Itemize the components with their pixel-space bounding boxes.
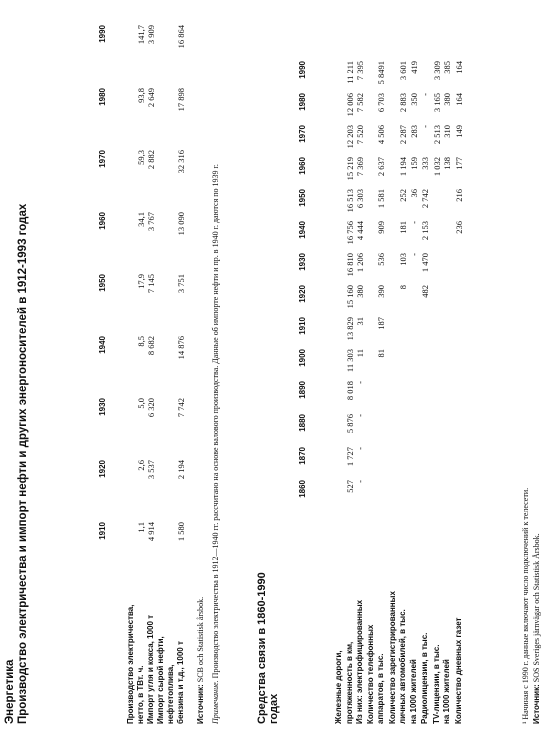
energy-cell: 2 882 <box>146 150 156 170</box>
comm-cell: 187 <box>376 317 386 330</box>
comm-cell: 3 309 <box>432 61 442 81</box>
comm-cell: - <box>409 253 419 256</box>
energy-year-header: 1970 <box>98 150 107 168</box>
comm-cell: 3 165 <box>432 93 442 113</box>
comm-cell: 16 756 <box>345 221 355 245</box>
energy-cell: 7 145 <box>146 274 156 294</box>
comm-cell: 310 <box>442 125 452 138</box>
energy-cell: 8,5 <box>136 336 146 347</box>
comm-cell: 7 369 <box>355 157 365 177</box>
energy-cell: 34,1 <box>136 212 146 227</box>
energy-table-title: Производство электричества и импорт нефти и других энергоносителей в 1912-1993 годах <box>17 203 29 724</box>
comm-cell: 380 <box>442 93 452 106</box>
comm-row-label: на 1000 жителей <box>442 659 451 724</box>
comm-cell: 1 032 <box>432 157 442 177</box>
comm-cell: 8 <box>398 285 408 290</box>
comm-cell: 6 703 <box>376 93 386 113</box>
comm-cell: 15 160 <box>345 285 355 309</box>
energy-row-label: нефтетоплива, <box>166 664 175 724</box>
comm-year-header: 1920 <box>298 285 307 303</box>
comm-row-label: TV-лицензии, в тыс. <box>432 644 441 724</box>
comm-cell: 149 <box>454 125 464 138</box>
comm-cell: 333 <box>420 157 430 170</box>
comm-cell: 390 <box>376 285 386 298</box>
comm-cell: 181 <box>398 221 408 234</box>
comm-row-label: Количество дневных газет <box>454 617 463 724</box>
comm-cell: 236 <box>454 221 464 234</box>
comm-source-text: SOS Sveriges järnvägar och Statistisk Årsbok. <box>532 533 541 683</box>
comm-source-key: Источник: <box>532 684 541 724</box>
comm-year-header: 1860 <box>298 480 307 498</box>
energy-cell: 3 767 <box>146 212 156 232</box>
comm-row-label: Количество зарегистрированных <box>388 591 397 724</box>
energy-cell: 2 649 <box>146 88 156 108</box>
comm-cell: 2 153 <box>420 221 430 241</box>
comm-cell: 252 <box>398 189 408 202</box>
energy-cell: 6 320 <box>146 398 156 418</box>
comm-cell: 13 829 <box>345 317 355 341</box>
comm-cell: 16 810 <box>345 253 355 277</box>
comm-cell: 4 506 <box>376 125 386 145</box>
comm-cell: 11 211 <box>345 61 355 84</box>
comm-row-label: Из них: электрофицированных <box>355 599 364 724</box>
comm-row-label: личных автомобилей, в тыс. <box>398 609 407 724</box>
comm-cell: 81 <box>376 349 386 358</box>
energy-year-header: 1980 <box>98 88 107 106</box>
comm-cell: - <box>355 480 365 483</box>
energy-cell: 8 682 <box>146 336 156 356</box>
energy-cell: 16 864 <box>176 25 186 49</box>
energy-year-header: 1920 <box>98 460 107 478</box>
comm-cell: 11 <box>355 349 365 358</box>
energy-cell: 4 914 <box>146 522 156 542</box>
comm-cell: 31 <box>355 317 365 326</box>
energy-note-key: Примечание. <box>211 680 220 724</box>
comm-cell: 4 444 <box>355 221 365 241</box>
comm-cell: 1 194 <box>398 157 408 177</box>
energy-cell: 17,9 <box>136 274 146 289</box>
comm-cell: - <box>355 381 365 384</box>
comm-year-header: 1930 <box>298 253 307 271</box>
energy-cell: 2,6 <box>136 460 146 471</box>
comm-row-label: Радиолицензии, в тыс. <box>420 632 429 724</box>
comm-cell: - <box>355 447 365 450</box>
energy-note-text: Производство электричества в 1912—1940 гг. рассчитано на основе валового производства. Данные об импорте нефти и пр. в 1940 г. даются по 1939 г. <box>211 164 220 679</box>
comm-year-header: 1910 <box>298 317 307 335</box>
comm-cell: 1 581 <box>376 189 386 209</box>
energy-cell: 7 742 <box>176 398 186 418</box>
comm-year-header: 1980 <box>298 93 307 111</box>
energy-cell: 5,0 <box>136 398 146 409</box>
comm-cell: 1 206 <box>355 253 365 273</box>
comm-cell: 7 582 <box>355 93 365 113</box>
energy-cell: 32 316 <box>176 150 186 174</box>
energy-year-header: 1910 <box>98 522 107 540</box>
comm-row-label: Железные дороги, <box>334 650 343 724</box>
energy-cell: 13 090 <box>176 212 186 236</box>
energy-cell: 17 898 <box>176 88 186 112</box>
comm-row-label: протяженность в км, <box>345 641 354 724</box>
energy-year-header: 1930 <box>98 398 107 416</box>
comm-cell: 5 876 <box>345 414 355 434</box>
comm-source <box>532 533 541 724</box>
comm-cell: 159 <box>409 157 419 170</box>
comm-cell: 385 <box>442 61 452 74</box>
comm-cell: - <box>420 125 430 128</box>
energy-row-label: Производство электричества, <box>126 604 135 724</box>
comm-cell: 536 <box>376 253 386 266</box>
comm-cell: 2 883 <box>398 93 408 113</box>
energy-cell: 141,7 <box>136 25 146 45</box>
energy-cell: 14 876 <box>176 336 186 360</box>
comm-cell: 1 727 <box>345 447 355 467</box>
comm-cell: 6 303 <box>355 189 365 209</box>
energy-row-label: нетто, в ТВт. ч. <box>136 665 145 724</box>
comm-cell: 15 219 <box>345 157 355 181</box>
energy-year-header: 1950 <box>98 274 107 292</box>
comm-cell: 2 513 <box>432 125 442 145</box>
comm-cell: 16 513 <box>345 189 355 213</box>
section-title: Энергетика <box>4 659 16 724</box>
comm-cell: 2 287 <box>398 125 408 145</box>
comm-year-header: 1880 <box>298 414 307 432</box>
comm-cell: 5 8491 <box>376 61 386 85</box>
energy-cell: 93,8 <box>136 88 146 103</box>
comm-cell: 3 601 <box>398 61 408 81</box>
comm-cell: 7 520 <box>355 125 365 145</box>
energy-cell: 3 751 <box>176 274 186 294</box>
comm-cell: - <box>355 414 365 417</box>
comm-year-header: 1970 <box>298 125 307 143</box>
comm-cell: 12 203 <box>345 125 355 149</box>
comm-year-header: 1900 <box>298 349 307 367</box>
comm-cell: 482 <box>420 285 430 298</box>
comm-cell: 2 742 <box>420 189 430 209</box>
comm-cell: 2 637 <box>376 157 386 177</box>
comm-cell: 36 <box>409 189 419 198</box>
comm-row-label: аппаратов, в тыс. <box>376 653 385 724</box>
comm-cell: 7 395 <box>355 61 365 81</box>
energy-row-label: Импорт угля и кокса, 1000 т <box>146 614 155 724</box>
energy-source-text: SCB och Statistisk årsbok. <box>196 596 205 683</box>
comm-year-header: 1870 <box>298 447 307 465</box>
comm-year-header: 1960 <box>298 157 307 175</box>
energy-year-header: 1940 <box>98 336 107 354</box>
comm-year-header: 1940 <box>298 221 307 239</box>
energy-year-header: 1990 <box>98 25 107 43</box>
comm-year-header: 1890 <box>298 381 307 399</box>
comm-cell: 419 <box>409 61 419 74</box>
comm-cell: - <box>420 93 430 96</box>
comm-cell: 1 470 <box>420 253 430 273</box>
comm-footnote: ¹ Начиная с 1990 г. данные включают число подключений к телесети. <box>521 487 530 724</box>
comm-cell: 138 <box>442 157 452 170</box>
energy-cell: 1 580 <box>176 522 186 542</box>
comm-year-header: 1990 <box>298 61 307 79</box>
comm-cell: 103 <box>398 253 408 266</box>
comm-cell: 11 303 <box>345 349 355 373</box>
comm-cell: 909 <box>376 221 386 234</box>
energy-cell: 59,3 <box>136 150 146 165</box>
comm-cell: 164 <box>454 61 464 74</box>
comm-row-label: на 1000 жителей <box>409 659 418 724</box>
comm-cell: 527 <box>345 480 355 493</box>
comm-cell: - <box>409 221 419 224</box>
comm-row-label: Количество телефонных <box>366 624 375 724</box>
energy-cell: 3 909 <box>146 25 156 45</box>
energy-source <box>196 597 205 724</box>
comm-cell: 12 006 <box>345 93 355 117</box>
energy-row-label: Импорт сырой нефти, <box>156 636 165 724</box>
comm-cell: 380 <box>355 285 365 298</box>
energy-note <box>210 19 221 724</box>
comm-year-header: 1950 <box>298 189 307 207</box>
energy-cell: 1,1 <box>136 522 146 533</box>
energy-cell: 2 194 <box>176 460 186 480</box>
comm-cell: 216 <box>454 189 464 202</box>
comm-cell: 350 <box>409 93 419 106</box>
energy-cell: 3 537 <box>146 460 156 480</box>
comm-cell: 164 <box>454 93 464 106</box>
comm-table-title: Средства связи в 1860-1990 годах <box>256 572 280 724</box>
energy-source-key: Источник: <box>196 684 205 724</box>
energy-row-label: бензина и т.д., 1000 т <box>176 641 185 724</box>
comm-cell: 283 <box>409 125 419 138</box>
comm-cell: 8 018 <box>345 381 355 401</box>
comm-cell: 177 <box>454 157 464 170</box>
energy-year-header: 1960 <box>98 212 107 230</box>
